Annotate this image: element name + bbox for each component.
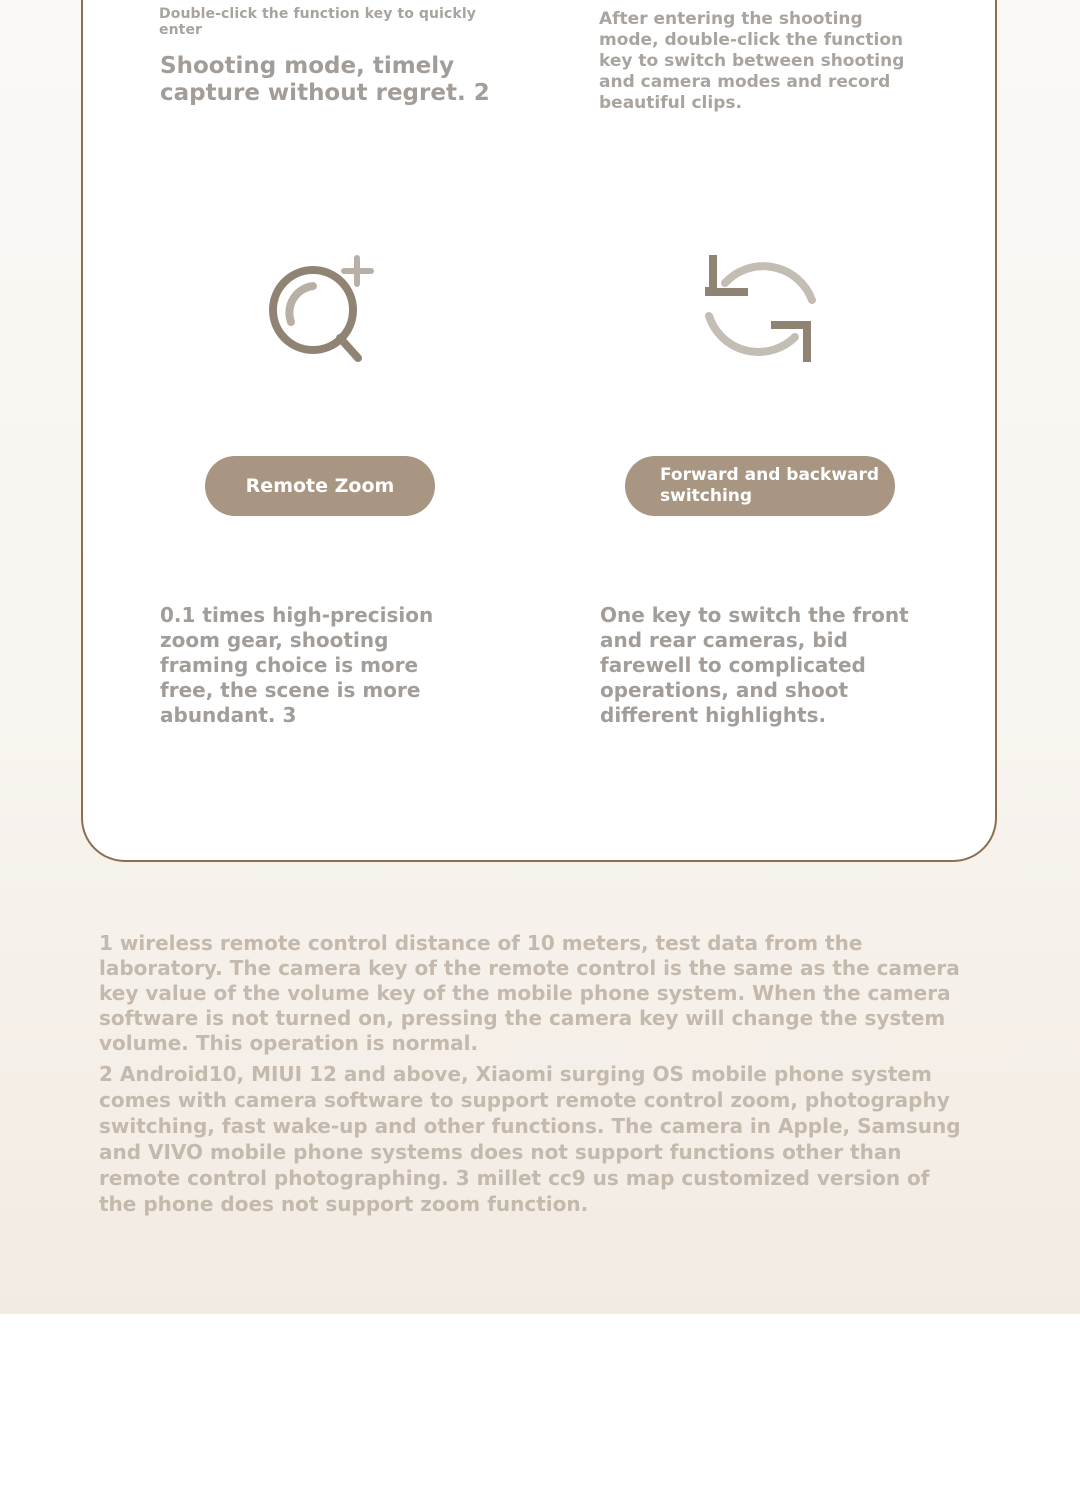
remote-zoom-button[interactable] (205, 456, 435, 516)
feature-card (81, 0, 997, 862)
footnote-1: 1 wireless remote control distance of 10 meters, test data from the laboratory. The camera key of the remote control is the same as the camera key value of the volume key of the mobile phone system. When the camera software is not turned on, pressing the camera key will change the system volume. This operation is normal. (99, 931, 960, 1055)
footnote-2: 2 Android10, MIUI 12 and above, Xiaomi surging OS mobile phone system comes with camera software to support remote control zoom, photography switching, fast wake-up and other functions. The camera in Apple, Samsung and VIVO mobile phone systems does not support functions other than remote control photographing. 3 millet cc9 us map customized version of the phone does not support zoom function. (99, 1062, 961, 1216)
camera-switch-description: One key to switch the front and rear cameras, bid farewell to complicated operations, and shoot different highlights. (600, 603, 909, 727)
shooting-mode-subtitle: Shooting mode, timely capture without regret. 2 (160, 53, 490, 106)
shooting-mode-description: After entering the shooting mode, double-click the function key to switch between shooting and camera modes and record beautiful clips. (599, 9, 905, 113)
camera-switch-icon (700, 250, 820, 370)
camera-switch-button[interactable] (625, 456, 895, 516)
cropped-glyphs (160, 0, 470, 2)
zoom-in-icon (258, 250, 378, 370)
double-click-note: Double-click the function key to quickly enter (159, 6, 476, 38)
cropped-heading-fragment (160, 0, 470, 2)
remote-zoom-label: Remote Zoom (245, 475, 395, 497)
remote-zoom-description: 0.1 times high-precision zoom gear, shooting framing choice is more free, the scene is more abundant. 3 (160, 603, 434, 727)
camera-switch-label: Forward and backward switching (660, 465, 880, 506)
